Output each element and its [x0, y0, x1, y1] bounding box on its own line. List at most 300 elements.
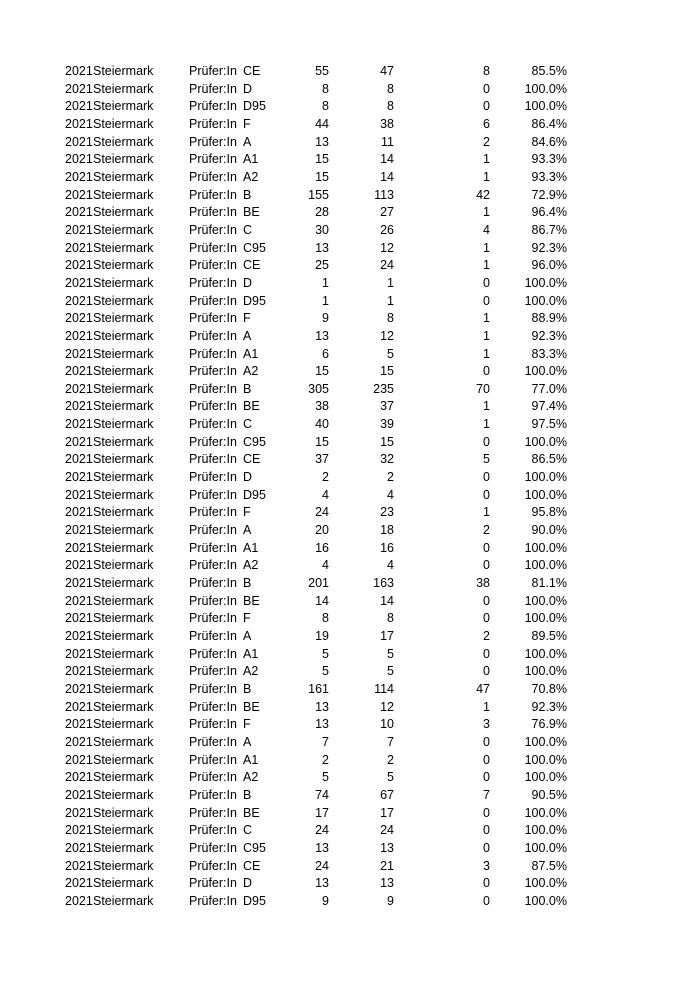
cell-license-class: A1: [243, 540, 259, 555]
table-row: [0, 769, 700, 787]
table-row: [0, 434, 700, 452]
cell-passed: 12: [380, 328, 394, 343]
cell-total: 2: [322, 470, 329, 485]
cell-passed: 47: [380, 64, 394, 78]
table-row: [0, 257, 700, 275]
cell-passed: 18: [380, 523, 394, 538]
cell-region: Steiermark: [93, 664, 154, 679]
cell-license-class: F: [243, 311, 251, 326]
cell-role: Prüfer:In: [189, 116, 237, 131]
cell-region: Steiermark: [93, 787, 154, 802]
cell-passed: 113: [374, 187, 394, 202]
cell-passed: 21: [380, 858, 394, 873]
cell-failed: 0: [483, 770, 490, 785]
table-row: [0, 805, 700, 823]
cell-year: 2021: [65, 823, 93, 838]
cell-total: 13: [315, 840, 329, 855]
cell-total: 13: [315, 328, 329, 343]
cell-year: 2021: [65, 593, 93, 608]
cell-passed: 2: [387, 752, 394, 767]
cell-license-class: B: [243, 187, 252, 202]
cell-region: Steiermark: [93, 840, 154, 855]
cell-failed: 1: [483, 699, 490, 714]
cell-license-class: BE: [243, 205, 260, 220]
cell-region: Steiermark: [93, 646, 154, 661]
cell-role: Prüfer:In: [189, 222, 237, 237]
cell-total: 5: [322, 646, 329, 661]
cell-year: 2021: [65, 452, 93, 467]
cell-pass-rate: 86.4%: [531, 116, 567, 131]
cell-region: Steiermark: [93, 364, 154, 379]
cell-region: Steiermark: [93, 187, 154, 202]
cell-failed: 0: [483, 364, 490, 379]
cell-region: Steiermark: [93, 346, 154, 361]
cell-role: Prüfer:In: [189, 611, 237, 626]
cell-license-class: A2: [243, 664, 259, 679]
table-row: [0, 416, 700, 434]
cell-total: 201: [308, 576, 329, 591]
cell-year: 2021: [65, 399, 93, 414]
cell-license-class: B: [243, 787, 252, 802]
table-row: [0, 398, 700, 416]
cell-pass-rate: 85.5%: [531, 64, 567, 78]
cell-year: 2021: [65, 116, 93, 131]
cell-pass-rate: 100.0%: [524, 805, 567, 820]
cell-region: Steiermark: [93, 629, 154, 643]
cell-passed: 24: [380, 258, 394, 273]
cell-passed: 15: [380, 434, 394, 449]
cell-role: Prüfer:In: [189, 593, 237, 608]
cell-failed: 0: [483, 434, 490, 449]
cell-license-class: C95: [243, 840, 266, 855]
cell-license-class: A2: [243, 558, 259, 573]
cell-role: Prüfer:In: [189, 205, 237, 220]
cell-total: 1: [322, 275, 329, 290]
cell-license-class: A: [243, 629, 252, 643]
table-row: [0, 787, 700, 805]
table-row: [0, 504, 700, 522]
cell-passed: 67: [380, 787, 394, 802]
cell-failed: 1: [483, 328, 490, 343]
cell-total: 37: [315, 452, 329, 467]
cell-pass-rate: 92.3%: [531, 328, 567, 343]
cell-region: Steiermark: [93, 717, 154, 732]
table-row: [0, 893, 700, 911]
cell-license-class: CE: [243, 64, 261, 78]
table-row: [0, 716, 700, 734]
cell-role: Prüfer:In: [189, 629, 237, 643]
cell-year: 2021: [65, 876, 93, 891]
cell-total: 13: [315, 717, 329, 732]
cell-role: Prüfer:In: [189, 258, 237, 273]
cell-region: Steiermark: [93, 258, 154, 273]
cell-year: 2021: [65, 540, 93, 555]
cell-region: Steiermark: [93, 81, 154, 96]
cell-failed: 0: [483, 876, 490, 891]
cell-passed: 5: [387, 646, 394, 661]
cell-role: Prüfer:In: [189, 664, 237, 679]
cell-region: Steiermark: [93, 434, 154, 449]
cell-total: 9: [322, 893, 329, 908]
cell-total: 24: [315, 858, 329, 873]
cell-license-class: D95: [243, 487, 266, 502]
cell-role: Prüfer:In: [189, 152, 237, 167]
cell-total: 8: [322, 99, 329, 114]
cell-failed: 1: [483, 152, 490, 167]
cell-passed: 24: [380, 823, 394, 838]
cell-passed: 39: [380, 417, 394, 432]
cell-pass-rate: 96.4%: [531, 205, 567, 220]
cell-region: Steiermark: [93, 293, 154, 308]
cell-passed: 38: [380, 116, 394, 131]
table-row: [0, 81, 700, 99]
cell-region: Steiermark: [93, 505, 154, 520]
cell-passed: 1: [387, 293, 394, 308]
cell-pass-rate: 97.5%: [531, 417, 567, 432]
cell-passed: 14: [380, 593, 394, 608]
cell-role: Prüfer:In: [189, 187, 237, 202]
cell-total: 74: [315, 787, 329, 802]
cell-total: 24: [315, 823, 329, 838]
cell-region: Steiermark: [93, 381, 154, 396]
cell-pass-rate: 100.0%: [524, 558, 567, 573]
cell-year: 2021: [65, 646, 93, 661]
cell-total: 1: [322, 293, 329, 308]
cell-failed: 2: [483, 523, 490, 538]
cell-license-class: D95: [243, 893, 266, 908]
cell-failed: 1: [483, 399, 490, 414]
cell-failed: 3: [483, 717, 490, 732]
cell-region: Steiermark: [93, 770, 154, 785]
table-row: [0, 204, 700, 222]
cell-region: Steiermark: [93, 893, 154, 908]
cell-failed: 42: [476, 187, 490, 202]
table-row: [0, 346, 700, 364]
cell-passed: 12: [380, 699, 394, 714]
cell-region: Steiermark: [93, 452, 154, 467]
cell-total: 30: [315, 222, 329, 237]
cell-year: 2021: [65, 134, 93, 149]
cell-year: 2021: [65, 664, 93, 679]
cell-region: Steiermark: [93, 734, 154, 749]
cell-license-class: BE: [243, 593, 260, 608]
cell-year: 2021: [65, 576, 93, 591]
cell-pass-rate: 100.0%: [524, 823, 567, 838]
cell-license-class: C: [243, 222, 253, 237]
cell-pass-rate: 83.3%: [531, 346, 567, 361]
cell-region: Steiermark: [93, 593, 154, 608]
cell-pass-rate: 100.0%: [524, 770, 567, 785]
table-row: [0, 822, 700, 840]
cell-license-class: D95: [243, 293, 266, 308]
cell-passed: 17: [380, 629, 394, 643]
cell-role: Prüfer:In: [189, 417, 237, 432]
cell-region: Steiermark: [93, 99, 154, 114]
cell-region: Steiermark: [93, 240, 154, 255]
cell-region: Steiermark: [93, 540, 154, 555]
spreadsheet-table: [0, 63, 700, 911]
cell-passed: 2: [387, 470, 394, 485]
cell-passed: 8: [387, 81, 394, 96]
cell-region: Steiermark: [93, 576, 154, 591]
cell-pass-rate: 90.0%: [531, 523, 567, 538]
cell-year: 2021: [65, 629, 93, 643]
table-row: [0, 116, 700, 134]
cell-region: Steiermark: [93, 169, 154, 184]
cell-pass-rate: 100.0%: [524, 470, 567, 485]
cell-year: 2021: [65, 434, 93, 449]
cell-failed: 5: [483, 452, 490, 467]
cell-failed: 0: [483, 734, 490, 749]
cell-role: Prüfer:In: [189, 823, 237, 838]
cell-passed: 13: [380, 840, 394, 855]
cell-passed: 163: [373, 576, 394, 591]
table-row: [0, 487, 700, 505]
cell-failed: 1: [483, 240, 490, 255]
cell-year: 2021: [65, 346, 93, 361]
cell-failed: 1: [483, 505, 490, 520]
cell-year: 2021: [65, 681, 93, 696]
cell-role: Prüfer:In: [189, 399, 237, 414]
cell-year: 2021: [65, 187, 93, 202]
cell-passed: 16: [380, 540, 394, 555]
cell-passed: 17: [380, 805, 394, 820]
cell-total: 13: [315, 134, 329, 149]
cell-license-class: A: [243, 134, 252, 149]
cell-year: 2021: [65, 611, 93, 626]
cell-pass-rate: 93.3%: [531, 152, 567, 167]
cell-failed: 1: [483, 417, 490, 432]
cell-role: Prüfer:In: [189, 240, 237, 255]
cell-region: Steiermark: [93, 328, 154, 343]
cell-failed: 3: [483, 858, 490, 873]
cell-pass-rate: 88.9%: [531, 311, 567, 326]
cell-region: Steiermark: [93, 681, 154, 696]
cell-license-class: F: [243, 611, 251, 626]
cell-pass-rate: 100.0%: [524, 734, 567, 749]
table-row: [0, 734, 700, 752]
cell-failed: 0: [483, 99, 490, 114]
cell-failed: 8: [483, 64, 490, 78]
cell-role: Prüfer:In: [189, 275, 237, 290]
cell-passed: 4: [387, 487, 394, 502]
cell-year: 2021: [65, 81, 93, 96]
cell-pass-rate: 100.0%: [524, 275, 567, 290]
cell-role: Prüfer:In: [189, 487, 237, 502]
cell-total: 14: [315, 593, 329, 608]
table-row: [0, 275, 700, 293]
cell-total: 9: [322, 311, 329, 326]
cell-total: 16: [315, 540, 329, 555]
cell-total: 4: [322, 487, 329, 502]
cell-failed: 1: [483, 205, 490, 220]
cell-region: Steiermark: [93, 558, 154, 573]
cell-year: 2021: [65, 487, 93, 502]
cell-region: Steiermark: [93, 134, 154, 149]
cell-pass-rate: 100.0%: [524, 840, 567, 855]
cell-failed: 0: [483, 893, 490, 908]
cell-failed: 6: [483, 116, 490, 131]
cell-pass-rate: 100.0%: [524, 434, 567, 449]
cell-failed: 0: [483, 275, 490, 290]
table-row: [0, 663, 700, 681]
cell-total: 4: [322, 558, 329, 573]
cell-license-class: A: [243, 523, 252, 538]
cell-license-class: CE: [243, 258, 261, 273]
cell-license-class: CE: [243, 452, 261, 467]
cell-role: Prüfer:In: [189, 381, 237, 396]
cell-failed: 0: [483, 646, 490, 661]
cell-passed: 7: [387, 734, 394, 749]
cell-role: Prüfer:In: [189, 734, 237, 749]
cell-total: 25: [315, 258, 329, 273]
cell-total: 7: [322, 734, 329, 749]
table-row: [0, 840, 700, 858]
cell-region: Steiermark: [93, 470, 154, 485]
cell-failed: 7: [483, 787, 490, 802]
cell-role: Prüfer:In: [189, 540, 237, 555]
cell-passed: 9: [387, 893, 394, 908]
cell-license-class: A2: [243, 169, 259, 184]
cell-year: 2021: [65, 805, 93, 820]
cell-role: Prüfer:In: [189, 505, 237, 520]
table-row: [0, 63, 700, 81]
table-row: [0, 752, 700, 770]
cell-region: Steiermark: [93, 858, 154, 873]
cell-total: 161: [308, 681, 329, 696]
cell-total: 19: [315, 629, 329, 643]
cell-role: Prüfer:In: [189, 805, 237, 820]
cell-passed: 235: [373, 381, 394, 396]
cell-license-class: A1: [243, 346, 259, 361]
cell-pass-rate: 100.0%: [524, 664, 567, 679]
cell-year: 2021: [65, 505, 93, 520]
cell-region: Steiermark: [93, 876, 154, 891]
cell-role: Prüfer:In: [189, 681, 237, 696]
cell-year: 2021: [65, 222, 93, 237]
cell-total: 155: [308, 187, 329, 202]
cell-pass-rate: 100.0%: [524, 593, 567, 608]
cell-passed: 8: [387, 99, 394, 114]
cell-license-class: A: [243, 328, 252, 343]
cell-license-class: A: [243, 734, 252, 749]
cell-passed: 4: [387, 558, 394, 573]
cell-total: 15: [315, 152, 329, 167]
cell-pass-rate: 100.0%: [524, 876, 567, 891]
cell-role: Prüfer:In: [189, 858, 237, 873]
cell-failed: 1: [483, 169, 490, 184]
cell-year: 2021: [65, 470, 93, 485]
cell-failed: 2: [483, 134, 490, 149]
cell-role: Prüfer:In: [189, 311, 237, 326]
cell-total: 55: [315, 64, 329, 78]
cell-license-class: D: [243, 81, 253, 96]
cell-year: 2021: [65, 523, 93, 538]
cell-license-class: F: [243, 505, 251, 520]
cell-passed: 8: [387, 611, 394, 626]
cell-year: 2021: [65, 275, 93, 290]
cell-total: 8: [322, 611, 329, 626]
cell-license-class: C95: [243, 434, 266, 449]
cell-failed: 0: [483, 805, 490, 820]
cell-failed: 0: [483, 81, 490, 96]
cell-failed: 0: [483, 752, 490, 767]
cell-total: 5: [322, 664, 329, 679]
cell-failed: 0: [483, 558, 490, 573]
cell-pass-rate: 86.7%: [531, 222, 567, 237]
cell-total: 24: [315, 505, 329, 520]
cell-role: Prüfer:In: [189, 293, 237, 308]
cell-year: 2021: [65, 858, 93, 873]
cell-failed: 0: [483, 540, 490, 555]
cell-license-class: F: [243, 116, 251, 131]
table-row: [0, 293, 700, 311]
table-row: [0, 169, 700, 187]
table-row: [0, 363, 700, 381]
cell-role: Prüfer:In: [189, 364, 237, 379]
cell-pass-rate: 100.0%: [524, 893, 567, 908]
cell-license-class: C: [243, 823, 253, 838]
cell-region: Steiermark: [93, 275, 154, 290]
cell-passed: 26: [380, 222, 394, 237]
cell-license-class: C95: [243, 240, 266, 255]
cell-license-class: A1: [243, 152, 259, 167]
cell-role: Prüfer:In: [189, 699, 237, 714]
cell-license-class: A1: [243, 752, 259, 767]
table-row: [0, 222, 700, 240]
table-row: [0, 557, 700, 575]
cell-total: 40: [315, 417, 329, 432]
cell-role: Prüfer:In: [189, 169, 237, 184]
cell-license-class: F: [243, 717, 251, 732]
table-row: [0, 98, 700, 116]
cell-total: 2: [322, 752, 329, 767]
cell-total: 8: [322, 81, 329, 96]
table-row: [0, 610, 700, 628]
cell-total: 17: [315, 805, 329, 820]
cell-passed: 11: [381, 134, 394, 149]
cell-pass-rate: 100.0%: [524, 99, 567, 114]
table-row: [0, 240, 700, 258]
cell-year: 2021: [65, 293, 93, 308]
cell-passed: 13: [380, 876, 394, 891]
table-row: [0, 451, 700, 469]
cell-license-class: CE: [243, 858, 261, 873]
cell-region: Steiermark: [93, 699, 154, 714]
cell-license-class: D: [243, 876, 253, 891]
table-row: [0, 522, 700, 540]
cell-failed: 1: [483, 311, 490, 326]
cell-failed: 0: [483, 487, 490, 502]
cell-pass-rate: 84.6%: [531, 134, 567, 149]
cell-year: 2021: [65, 328, 93, 343]
table-row: [0, 593, 700, 611]
cell-license-class: B: [243, 381, 252, 396]
cell-year: 2021: [65, 152, 93, 167]
cell-year: 2021: [65, 717, 93, 732]
cell-role: Prüfer:In: [189, 64, 237, 78]
table-row: [0, 310, 700, 328]
table-row: [0, 187, 700, 205]
cell-license-class: D: [243, 470, 253, 485]
cell-pass-rate: 76.9%: [531, 717, 567, 732]
cell-license-class: D95: [243, 99, 266, 114]
cell-role: Prüfer:In: [189, 893, 237, 908]
cell-pass-rate: 70.8%: [531, 681, 567, 696]
cell-passed: 8: [387, 311, 394, 326]
cell-year: 2021: [65, 417, 93, 432]
cell-total: 20: [315, 523, 329, 538]
